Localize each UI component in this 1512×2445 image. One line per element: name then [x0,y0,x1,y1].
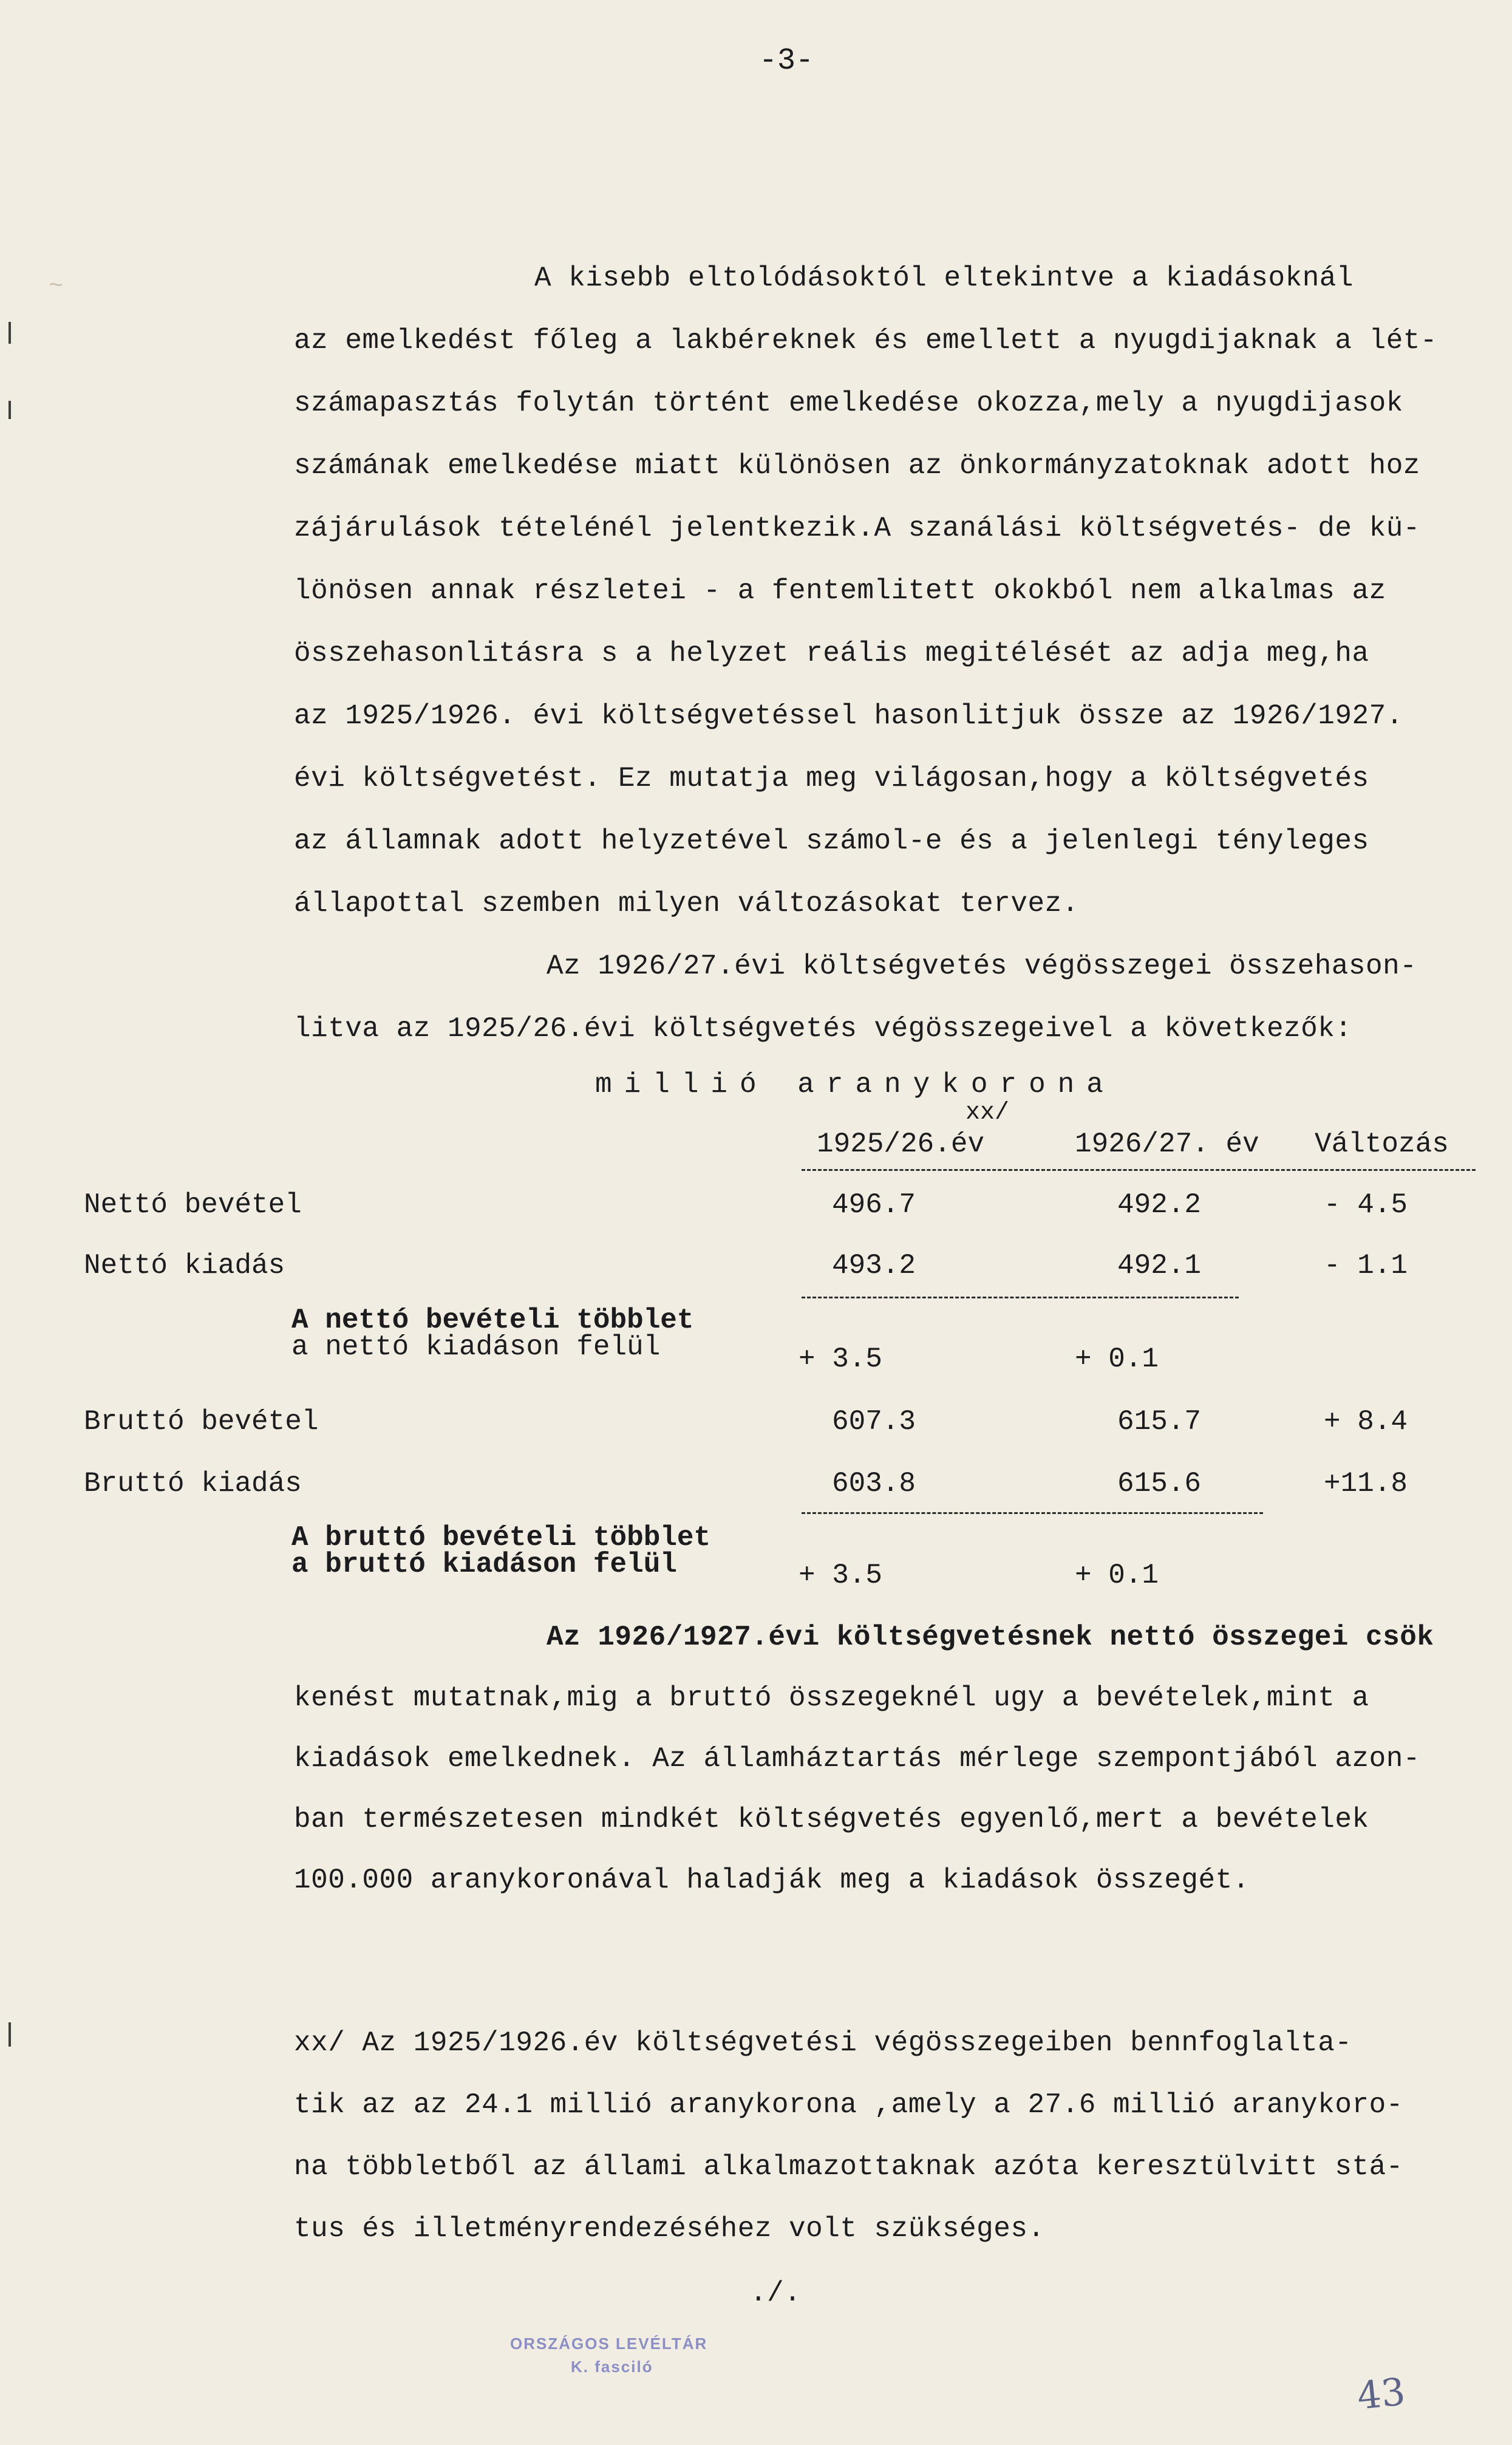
paragraph-line: Az 1926/1927.évi költségvetésnek nettó összegei csök [547,1621,1434,1653]
table-cell-1926: + 0.1 [1075,1560,1159,1591]
table-cell-1926: + 0.1 [1075,1343,1159,1375]
paragraph-line: az 1925/1926. évi költségvetéssel hasonlitjuk össze az 1926/1927. [294,700,1403,732]
table-cell-1925: 496.7 [832,1189,916,1221]
paragraph-line: számapasztás folytán történt emelkedése okozza,mely a nyugdijasok [294,387,1403,419]
handwritten-folio-number: 43 [1355,2369,1408,2418]
table-cell-1925: 607.3 [832,1406,916,1437]
paragraph-line: állapottal szemben milyen változásokat tervez. [294,888,1079,919]
subtotal-rule [802,1512,1263,1514]
subtotal-rule [802,1297,1239,1298]
paragraph-line: évi költségvetést. Ez mutatja meg világosan,hogy a költségvetés [294,763,1369,794]
table-row-label: Nettó kiadás [84,1250,285,1281]
paragraph-line: az emelkedést főleg a lakbéreknek és emellett a nyugdijaknak a lét- [294,325,1438,356]
table-cell-1926: 492.2 [1117,1189,1202,1221]
footnote-reference: xx/ [965,1099,1010,1127]
column-header-1926: 1926/27. év [1075,1128,1259,1160]
table-cell-change: - 1.1 [1324,1250,1408,1281]
margin-mark [9,401,11,419]
column-header-change: Változás [1315,1128,1449,1160]
footnote-line: na többletből az állami alkalmazottaknak azóta keresztülvitt stá- [294,2151,1403,2183]
table-cell-1925: + 3.5 [799,1560,883,1591]
table-unit-heading: millió aranykorona [595,1069,1115,1100]
table-row-label: A bruttó bevételi többlet a bruttó kiadáson felül [291,1522,711,1580]
archive-stamp: ORSZÁGOS LEVÉLTÁR K. fasciló [510,2334,708,2376]
table-cell-1926: 615.6 [1117,1468,1202,1499]
table-row-label: Bruttó kiadás [84,1468,302,1499]
paragraph-line: litva az 1925/26.évi költségvetés végösszegeivel a következők: [294,1013,1352,1045]
paragraph-line: zájárulások tételénél jelentkezik.A szanálási költségvetés- de kü- [294,513,1420,544]
table-cell-1925: + 3.5 [799,1343,883,1375]
footnote-line: tik az az 24.1 millió aranykorona ,amely a 27.6 millió aranykoro- [294,2089,1403,2121]
table-row-label: Nettó bevétel [84,1189,302,1221]
paragraph-line: 100.000 aranykoronával haladják meg a kiadások összegét. [294,1864,1250,1896]
table-cell-1925: 603.8 [832,1468,916,1499]
table-row-label: A nettó bevételi többlet a nettó kiadáson felül [291,1304,694,1363]
table-cell-1925: 493.2 [832,1250,916,1281]
paragraph-line: kiadások emelkednek. Az államháztartás mérlege szempontjából azon- [294,1743,1420,1775]
column-header-1925: 1925/26.év [817,1128,985,1160]
paragraph-line: kenést mutatnak,mig a bruttó összegeknél ugy a bevételek,mint a [294,1682,1369,1714]
table-cell-change: + 8.4 [1324,1406,1408,1437]
table-row-label: Bruttó bevétel [84,1406,319,1437]
margin-mark [9,322,11,344]
paragraph-line: összehasonlitásra s a helyzet reális megitélését az adja meg,ha [294,638,1369,669]
paragraph-line: ban természetesen mindkét költségvetés egyenlő,mert a bevételek [294,1804,1369,1835]
header-rule [802,1169,1476,1171]
bleed-through-mark: ~ [49,273,64,301]
footnote-line: xx/ Az 1925/1926.év költségvetési végösszegeiben bennfoglalta- [294,2027,1352,2059]
paragraph-line: az államnak adott helyzetével számol-e és a jelenlegi tényleges [294,825,1369,857]
table-cell-change: +11.8 [1324,1468,1408,1499]
table-cell-change: - 4.5 [1324,1189,1408,1221]
margin-mark [9,2022,11,2047]
table-cell-1926: 615.7 [1117,1406,1202,1437]
footnote-line: tus és illetményrendezéséhez volt szükséges. [294,2213,1045,2245]
end-mark: ./. [750,2277,802,2309]
paragraph-line: számának emelkedése miatt különösen az önkormányzatoknak adott hoz [294,450,1420,482]
paragraph-line: lönösen annak részletei - a fentemlitett okokból nem alkalmas az [294,575,1386,607]
paragraph-line: Az 1926/27.évi költségvetés végösszegei összehason- [547,950,1417,982]
page-number: -3- [759,44,814,78]
table-cell-1926: 492.1 [1117,1250,1202,1281]
paragraph-line: A kisebb eltolódásoktól eltekintve a kiadásoknál [534,262,1354,294]
